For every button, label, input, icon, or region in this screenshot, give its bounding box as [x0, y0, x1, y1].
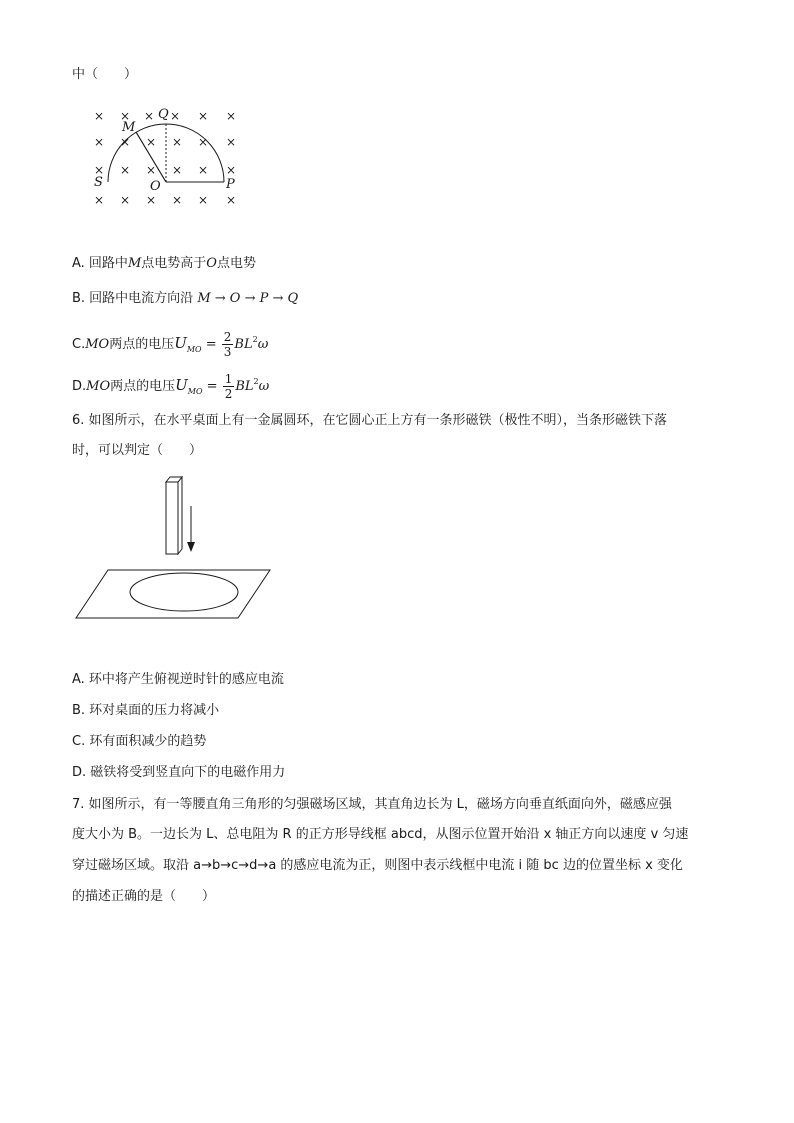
- q6-option-a[interactable]: A. 环中将产生俯视逆时针的感应电流: [72, 672, 284, 687]
- q6-stem-line1: 6. 如图所示，在水平桌面上有一金属圆环，在它圆心正上方有一条形磁铁（极性不明），当条形磁铁下落: [72, 413, 668, 428]
- superscript-2: 2: [253, 377, 259, 386]
- symbol-mo: MO: [86, 379, 111, 394]
- q7-stem-line1: 7. 如图所示，有一等腰直角三角形的匀强磁场区域，其直角边长为 L，磁场方向垂直纸面向外，磁感应强: [72, 797, 672, 812]
- option-c-mid: 两点的电压: [109, 337, 175, 352]
- field-cross: ×: [94, 193, 105, 207]
- symbol-o: O: [206, 256, 217, 271]
- subscript-mo: MO: [187, 387, 203, 396]
- q6-option-d[interactable]: D. 磁铁将受到竖直向下的电磁作用力: [72, 765, 286, 780]
- field-cross: ×: [120, 109, 131, 123]
- field-cross: ×: [198, 109, 209, 123]
- field-cross: ×: [198, 193, 209, 207]
- symbol-mo: MO: [85, 337, 110, 352]
- field-cross: ×: [120, 163, 131, 177]
- field-cross: ×: [170, 109, 181, 123]
- field-cross: ×: [94, 135, 105, 149]
- q7-stem-line2: 度大小为 B。一边长为 L、总电阻为 R 的正方形导线框 abcd，从图示位置开始沿 x 轴正方向以速度 v 匀速: [72, 827, 689, 842]
- q7-stem-line4: 的描述正确的是（ ）: [72, 889, 216, 904]
- symbol-m: M: [127, 256, 142, 271]
- option-a-mid: 点电势高于: [141, 256, 207, 271]
- q7-stem-line3: 穿过磁场区域。取沿 a→b→c→d→a 的感应电流为正，则图中表示线框中电流 i 随 bc 边的位置坐标 x 变化: [72, 858, 683, 873]
- metal-ring: [130, 573, 238, 611]
- bar-magnet: [166, 482, 178, 554]
- field-cross: ×: [226, 109, 237, 123]
- q5-option-b[interactable]: [72, 290, 298, 308]
- label-o: O: [150, 179, 161, 194]
- symbol-bl: BL: [235, 379, 254, 394]
- field-cross: ×: [146, 193, 157, 207]
- field-cross: ×: [94, 163, 105, 177]
- q5-option-d[interactable]: [72, 367, 269, 407]
- equals-sign: =: [201, 337, 221, 352]
- symbol-omega: ω: [257, 337, 269, 352]
- option-c-prefix: C.: [72, 337, 86, 352]
- fraction-denominator: 2: [224, 387, 233, 401]
- q6-option-c[interactable]: C. 环有面积减少的趋势: [72, 734, 207, 749]
- option-d-prefix: D.: [72, 379, 87, 394]
- option-d-mid: 两点的电压: [110, 379, 176, 394]
- current-path: M → O → P → Q: [197, 291, 299, 306]
- field-cross: ×: [226, 163, 237, 177]
- option-a-suffix: 点电势: [216, 256, 256, 271]
- fraction-one-half: [223, 372, 235, 401]
- field-cross: ×: [198, 135, 209, 149]
- q5-option-a[interactable]: [72, 255, 256, 273]
- symbol-u: U: [175, 376, 188, 394]
- arrow-head-icon: [187, 542, 195, 552]
- field-cross: ×: [172, 163, 183, 177]
- label-s: S: [94, 175, 103, 190]
- field-cross: ×: [226, 135, 237, 149]
- field-cross: ×: [146, 163, 157, 177]
- field-cross: ×: [172, 193, 183, 207]
- q5-option-c[interactable]: [72, 325, 268, 365]
- label-p: P: [226, 177, 235, 192]
- fraction-denominator: 3: [223, 345, 232, 359]
- option-a-prefix: A. 回路中: [72, 256, 128, 271]
- fraction-two-thirds: [222, 330, 234, 359]
- field-cross: ×: [226, 193, 237, 207]
- symbol-omega: ω: [258, 379, 270, 394]
- bar-magnet-side: [178, 477, 182, 554]
- label-q: Q: [158, 107, 169, 122]
- magnetic-field-semicircle-figure: [80, 100, 250, 212]
- option-b-prefix: B. 回路中电流方向沿: [72, 291, 194, 306]
- field-cross: ×: [172, 135, 183, 149]
- field-cross: ×: [146, 135, 157, 149]
- fraction-numerator: 2: [223, 330, 232, 344]
- superscript-2: 2: [252, 335, 258, 344]
- equals-sign: =: [202, 379, 222, 394]
- field-cross: ×: [94, 109, 105, 123]
- field-cross: ×: [144, 109, 155, 123]
- field-cross: ×: [120, 193, 131, 207]
- symbol-u: U: [174, 334, 187, 352]
- symbol-bl: BL: [234, 337, 253, 352]
- field-cross: ×: [120, 135, 131, 149]
- q6-option-b[interactable]: B. 环对桌面的压力将减小: [72, 703, 220, 718]
- fraction-numerator: 1: [224, 372, 233, 386]
- label-m: M: [122, 120, 136, 135]
- field-cross: ×: [198, 163, 209, 177]
- subscript-mo: MO: [186, 345, 202, 354]
- intro-text: 中（ ）: [72, 67, 138, 82]
- q6-stem-line2: 时，可以判定（ ）: [72, 443, 203, 458]
- falling-magnet-figure: [74, 474, 274, 624]
